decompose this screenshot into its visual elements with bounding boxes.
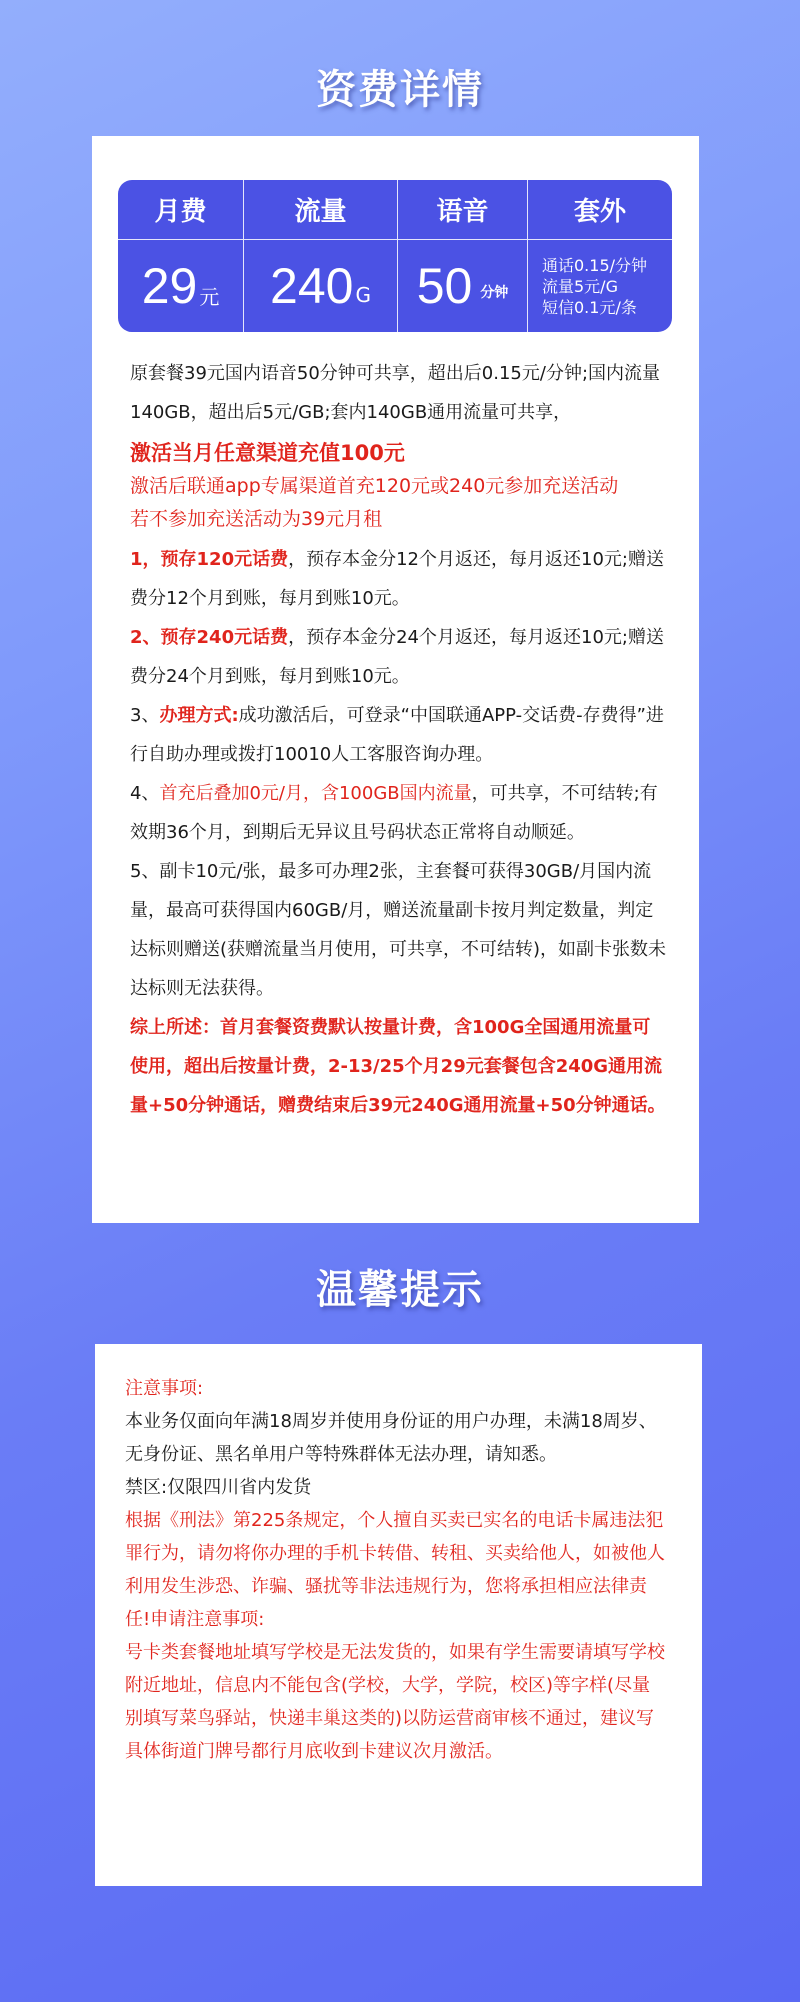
- extra-charges-cell: [528, 240, 672, 332]
- header-data: 流量: [244, 180, 398, 240]
- voice-unit: 分钟: [480, 285, 509, 301]
- tips-content: [125, 1372, 665, 1768]
- extra-call-rate: 通话0.15/分钟: [542, 255, 648, 275]
- item-3-head: 办理方式:: [159, 705, 239, 726]
- item-4-red: 首充后叠加0元/月，含100GB国内流量: [159, 783, 472, 804]
- monthly-fee-unit: 元: [199, 284, 220, 309]
- header-extra: 套外: [528, 180, 672, 240]
- tips-title: 温馨提示: [316, 1267, 484, 1313]
- item-4-num: 4、: [130, 783, 160, 804]
- data-value: 240: [270, 258, 354, 314]
- monthly-fee-cell: [118, 240, 244, 332]
- monthly-fee-value: 29: [141, 258, 198, 314]
- item-2-head: 2、预存240元话费: [130, 627, 289, 648]
- voice-cell: [398, 240, 528, 332]
- data-cell: [244, 240, 398, 332]
- price-table: [118, 180, 672, 332]
- item-5: 5、副卡10元/张，最多可办理2张，主套餐可获得30GB/月国内流量，最高可获得国内60GB/月，赠送流量副卡按月判定数量，判定达标则赠送(获赠流量当月使用，可共享，不可结转)，如副卡张数未达标则无法获得。: [130, 861, 667, 999]
- summary: 综上所述：首月套餐资费默认按量计费，含100G全国通用流量可使用，超出后按量计费，2-13/25个月29元套餐包含240G通用流量+50分钟通话，赠费结束后39元240G通用流量+50分钟通话。: [130, 1017, 666, 1116]
- promo-line-2: 若不参加充送活动为39元月租: [130, 508, 383, 530]
- header-monthly-fee: 月费: [118, 180, 244, 240]
- law-notice: 根据《刑法》第225条规定，个人擅自买卖已实名的电话卡属违法犯罪行为，请勿将你办理的手机卡转借、转租、买卖给他人，如被他人利用发生涉恐、诈骗、骚扰等非法违规行为，您将承担相应法律责任!申请注意事项:: [125, 1510, 665, 1630]
- header-voice: 语音: [398, 180, 528, 240]
- plan-description: [130, 354, 668, 1125]
- address-notice: 号卡类套餐地址填写学校是无法发货的，如果有学生需要请填写学校附近地址，信息内不能包含(学校，大学，学院，校区)等字样(尽量别填写菜鸟驿站，快递丰巢这类的)以防运营商审核不通过，建议写具体街道门牌号都行月底收到卡建议次月激活。: [125, 1642, 665, 1762]
- recharge-notice: 激活当月任意渠道充值100元: [130, 441, 405, 465]
- item-2: [130, 618, 668, 696]
- extra-sms-rate: 短信0.1元/条: [542, 297, 637, 317]
- item-3-num: 3、: [130, 705, 160, 726]
- notice-body: 本业务仅面向年满18周岁并使用身份证的用户办理，未满18周岁、无身份证、黑名单用户等特殊群体无法办理，请知悉。: [125, 1411, 657, 1465]
- item-3: [130, 696, 668, 774]
- plan-intro: 原套餐39元国内语音50分钟可共享，超出后0.15元/分钟;国内流量140GB，超出后5元/GB;套内140GB通用流量可共享，: [130, 363, 661, 423]
- voice-value: 50: [416, 258, 473, 314]
- fee-details-card: [92, 136, 699, 1223]
- item-1: [130, 540, 668, 618]
- notice-label: 注意事项:: [125, 1378, 204, 1399]
- tips-card: [95, 1344, 702, 1886]
- item-4: [130, 774, 668, 852]
- item-4-body: ，可共享，不可结转;有效期36个月，到期后无异议且号码状态正常将自动顺延。: [130, 783, 658, 843]
- restriction-notice: 禁区:仅限四川省内发货: [125, 1477, 312, 1498]
- item-1-head: 1，预存120元话费: [130, 549, 289, 570]
- extra-data-rate: 流量5元/G: [542, 276, 618, 296]
- item-2-body: ，预存本金分24个月返还，每月返还10元;赠送费分24个月到账，每月到账10元。: [130, 627, 664, 687]
- item-1-body: ，预存本金分12个月返还，每月返还10元;赠送费分12个月到账，每月到账10元。: [130, 549, 664, 609]
- fee-details-title: 资费详情: [316, 67, 484, 113]
- item-3-body: 成功激活后，可登录“中国联通APP-交话费-存费得”进行自助办理或拨打10010人工客服咨询办理。: [130, 705, 664, 765]
- data-unit: G: [355, 283, 371, 307]
- promo-line-1: 激活后联通app专属渠道首充120元或240元参加充送活动: [130, 475, 619, 497]
